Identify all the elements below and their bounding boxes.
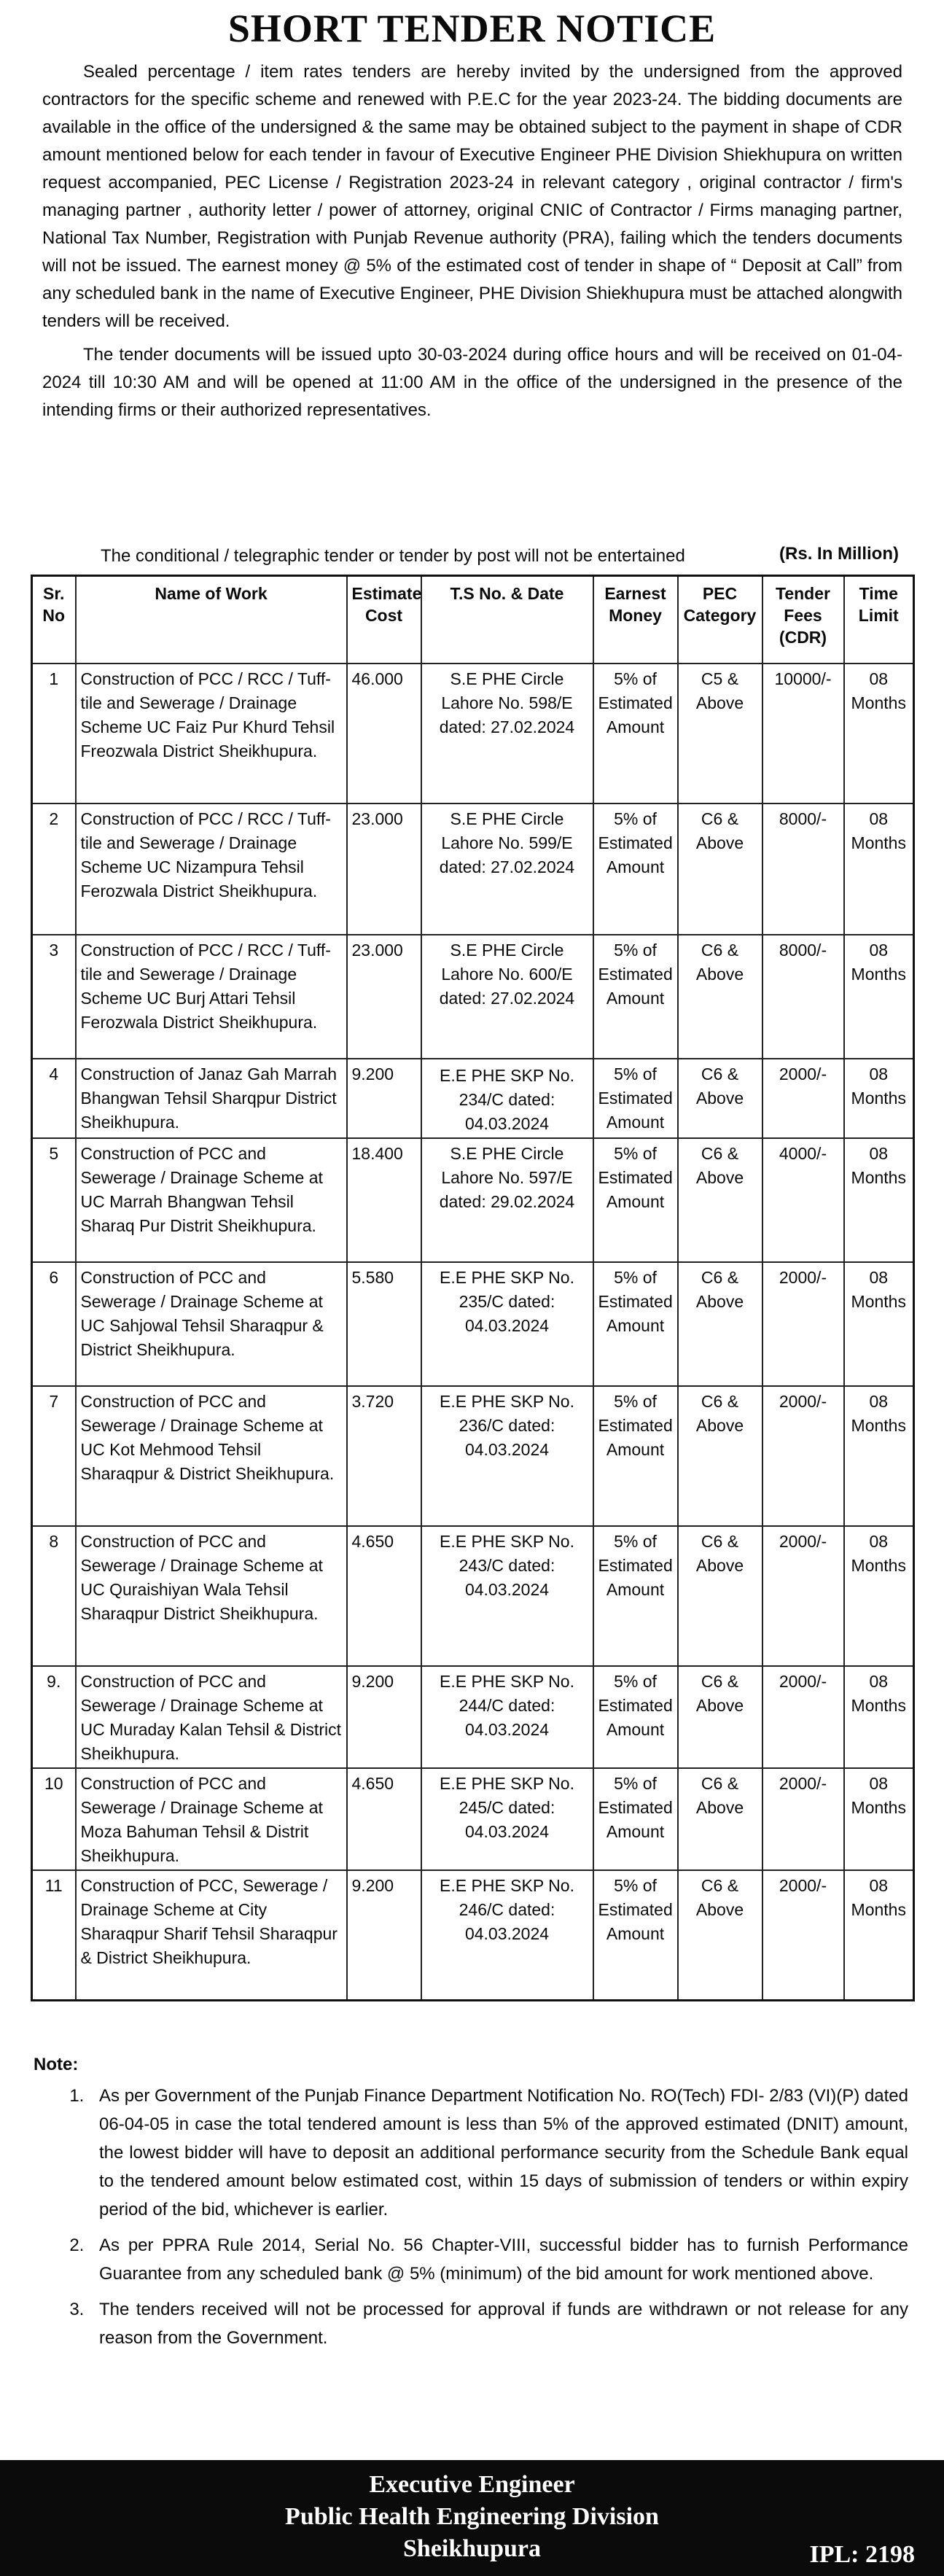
row-work-name: Construction of PCC and Sewerage / Drainage Scheme at Moza Bahuman Tehsil & Distrit Sheikhupura.	[76, 1768, 347, 1870]
signature-location: Sheikhupura	[403, 2535, 541, 2562]
row-estimate-cost: 18.400	[347, 1138, 421, 1262]
row-ts-number-date: S.E PHE Circle Lahore No. 598/E dated: 27.02.2024	[421, 664, 593, 803]
row-earnest-money: 5% of Estimated Amount	[593, 664, 678, 803]
row-pec-category: C6 & Above	[678, 1768, 762, 1870]
row-work-name: Construction of PCC / RCC / Tuff-tile and Sewerage / Drainage Scheme UC Nizampura Tehsil Ferozwala District Sheikhupura.	[76, 803, 347, 935]
row-time-limit: 08 Months	[844, 935, 914, 1059]
notes-section	[34, 2050, 908, 2359]
header-ts: T.S No. & Date	[421, 576, 593, 664]
header-time: Time Limit	[844, 576, 914, 664]
table-header-row	[32, 576, 914, 664]
row-work-name: Construction of PCC and Sewerage / Drainage Scheme at UC Sahjowal Tehsil Sharaqpur & District Sheikhupura.	[76, 1262, 347, 1386]
row-earnest-money: 5% of Estimated Amount	[593, 1386, 678, 1526]
row-estimate-cost: 9.200	[347, 1666, 421, 1768]
row-sr: 2	[32, 803, 76, 935]
row-estimate-cost: 46.000	[347, 664, 421, 803]
row-ts-number-date: S.E PHE Circle Lahore No. 599/E dated: 27.02.2024	[421, 803, 593, 935]
row-work-name: Construction of PCC and Sewerage / Drainage Scheme at UC Kot Mehmood Tehsil Sharaqpur & District Sheikhupura.	[76, 1386, 347, 1526]
intro-paragraph-1: Sealed percentage / item rates tenders are hereby invited by the undersigned from the approved contractors for the specific scheme and renewed with P.E.C for the year 2023-24. The bidding documents are available in the office of the undersigned & the same may be obtained subject to the payment in shape of CDR amount mentioned below for each tender in favour of Executive Engineer PHE Division Shiekhupura on written request accompanied, PEC License / Registration 2023-24 in relevant category , original contractor / firm's managing partner , authority letter / power of attorney, original CNIC of Contractor / Firms managing partner, National Tax Number, Registration with Punjab Revenue authority (PRA), failing which the tenders documents will not be issued. The earnest money @ 5% of the estimated cost of tender in shape of “ Deposit at Call” from any scheduled bank in the name of Executive Engineer, PHE Division Shiekhupura must be attached alongwith tenders will be received.	[42, 62, 902, 331]
row-tender-fees: 2000/-	[762, 1870, 844, 2000]
table-row	[32, 1526, 914, 1666]
table-row	[32, 1870, 914, 2000]
row-work-name: Construction of PCC and Sewerage / Drainage Scheme at UC Marrah Bhangwan Tehsil Sharaq Pur Distrit Sheikhupura.	[76, 1138, 347, 1262]
row-earnest-money: 5% of Estimated Amount	[593, 1526, 678, 1666]
row-earnest-money: 5% of Estimated Amount	[593, 1768, 678, 1870]
row-work-name: Construction of Janaz Gah Marrah Bhangwan Tehsil Sharqpur District Sheikhupura.	[76, 1059, 347, 1138]
row-time-limit: 08 Months	[844, 1262, 914, 1386]
row-tender-fees: 4000/-	[762, 1138, 844, 1262]
row-tender-fees: 8000/-	[762, 803, 844, 935]
row-estimate-cost: 23.000	[347, 935, 421, 1059]
row-time-limit: 08 Months	[844, 1138, 914, 1262]
row-sr: 3	[32, 935, 76, 1059]
row-sr: 8	[32, 1526, 76, 1666]
row-sr: 7	[32, 1386, 76, 1526]
row-ts-number-date: E.E PHE SKP No. 244/C dated: 04.03.2024	[421, 1666, 593, 1768]
row-tender-fees: 2000/-	[762, 1386, 844, 1526]
row-estimate-cost: 23.000	[347, 803, 421, 935]
row-estimate-cost: 9.200	[347, 1059, 421, 1138]
row-pec-category: C6 & Above	[678, 1666, 762, 1768]
row-ts-number-date: E.E PHE SKP No. 235/C dated: 04.03.2024	[421, 1262, 593, 1386]
row-work-name: Construction of PCC / RCC / Tuff-tile and Sewerage / Drainage Scheme UC Burj Attari Tehsil Ferozwala District Sheikhupura.	[76, 935, 347, 1059]
row-sr: 10	[32, 1768, 76, 1870]
row-pec-category: C6 & Above	[678, 803, 762, 935]
signature-footer	[0, 2460, 944, 2576]
row-work-name: Construction of PCC and Sewerage / Drainage Scheme at UC Muraday Kalan Tehsil & District Sheikhupura.	[76, 1666, 347, 1768]
row-earnest-money: 5% of Estimated Amount	[593, 1138, 678, 1262]
row-earnest-money: 5% of Estimated Amount	[593, 1059, 678, 1138]
row-tender-fees: 2000/-	[762, 1666, 844, 1768]
row-sr: 4	[32, 1059, 76, 1138]
row-estimate-cost: 9.200	[347, 1870, 421, 2000]
row-time-limit: 08 Months	[844, 1870, 914, 2000]
row-ts-number-date: E.E PHE SKP No. 236/C dated: 04.03.2024	[421, 1386, 593, 1526]
header-earnest: Earnest Money	[593, 576, 678, 664]
table-row	[32, 1059, 914, 1138]
table-row	[32, 1386, 914, 1526]
note-item: 3. The tenders received will not be processed for approval if funds are withdrawn or not release for any reason from the Government.	[89, 2295, 908, 2352]
row-pec-category: C6 & Above	[678, 1870, 762, 2000]
table-row	[32, 1666, 914, 1768]
table-row	[32, 935, 914, 1059]
table-row	[32, 1138, 914, 1262]
row-pec-category: C6 & Above	[678, 1138, 762, 1262]
note-item: 1. As per Government of the Punjab Finance Department Notification No. RO(Tech) FDI- 2/83 (VI)(P) dated 06-04-05 in case the total tendered amount is less than 5% of the approved estimated (DNIT) amount, the lowest bidder will have to deposit an additional performance security from the Schedule Bank equal to the tendered amount below estimated cost, within 15 days of submission of tenders or within expiry period of the bid, whichever is earlier.	[89, 2082, 908, 2224]
row-pec-category: C5 & Above	[678, 664, 762, 803]
row-sr: 5	[32, 1138, 76, 1262]
signature-block	[0, 2469, 944, 2565]
signature-division: Public Health Engineering Division	[285, 2503, 659, 2530]
row-time-limit: 08 Months	[844, 1059, 914, 1138]
table-row	[32, 1768, 914, 1870]
currency-note: (Rs. In Million)	[779, 544, 899, 564]
row-estimate-cost: 4.650	[347, 1768, 421, 1870]
table-row	[32, 664, 914, 803]
notes-heading: Note:	[34, 2055, 79, 2074]
row-time-limit: 08 Months	[844, 1768, 914, 1870]
row-earnest-money: 5% of Estimated Amount	[593, 935, 678, 1059]
row-time-limit: 08 Months	[844, 664, 914, 803]
row-work-name: Construction of PCC and Sewerage / Drainage Scheme at UC Quraishiyan Wala Tehsil Sharaqpur District Sheikhupura.	[76, 1526, 347, 1666]
row-ts-number-date: E.E PHE SKP No. 243/C dated: 04.03.2024	[421, 1526, 593, 1666]
header-sr: Sr. No	[32, 576, 76, 664]
row-pec-category: C6 & Above	[678, 1262, 762, 1386]
row-estimate-cost: 3.720	[347, 1386, 421, 1526]
row-earnest-money: 5% of Estimated Amount	[593, 1262, 678, 1386]
row-ts-number-date: S.E PHE Circle Lahore No. 600/E dated: 27.02.2024	[421, 935, 593, 1059]
ipl-number: IPL: 2198	[809, 2541, 915, 2568]
table-row	[32, 1262, 914, 1386]
row-earnest-money: 5% of Estimated Amount	[593, 803, 678, 935]
row-time-limit: 08 Months	[844, 1526, 914, 1666]
row-ts-number-date: E.E PHE SKP No. 234/C dated: 04.03.2024	[421, 1059, 593, 1138]
row-estimate-cost: 5.580	[347, 1262, 421, 1386]
intro-paragraph-2: The tender documents will be issued upto 30-03-2024 during office hours and will be received on 01-04-2024 till 10:30 AM and will be opened at 11:00 AM in the office of the undersigned in the presence of the intending firms or their authorized representatives.	[42, 345, 902, 420]
row-pec-category: C6 & Above	[678, 1386, 762, 1526]
row-ts-number-date: E.E PHE SKP No. 245/C dated: 04.03.2024	[421, 1768, 593, 1870]
row-tender-fees: 2000/-	[762, 1262, 844, 1386]
row-tender-fees: 2000/-	[762, 1768, 844, 1870]
row-tender-fees: 8000/-	[762, 935, 844, 1059]
row-pec-category: C6 & Above	[678, 1059, 762, 1138]
row-tender-fees: 10000/-	[762, 664, 844, 803]
conditional-note: The conditional / telegraphic tender or tender by post will not be entertained	[101, 546, 685, 566]
row-sr: 9.	[32, 1666, 76, 1768]
row-ts-number-date: E.E PHE SKP No. 246/C dated: 04.03.2024	[421, 1870, 593, 2000]
table-body	[32, 664, 914, 2000]
header-fees: Tender Fees (CDR)	[762, 576, 844, 664]
row-sr: 1	[32, 664, 76, 803]
row-time-limit: 08 Months	[844, 1386, 914, 1526]
row-work-name: Construction of PCC / RCC / Tuff-tile and Sewerage / Drainage Scheme UC Faiz Pur Khurd Tehsil Freozwala District Sheikhupura.	[76, 664, 347, 803]
row-earnest-money: 5% of Estimated Amount	[593, 1666, 678, 1768]
signature-title: Executive Engineer	[369, 2471, 575, 2498]
row-earnest-money: 5% of Estimated Amount	[593, 1870, 678, 2000]
row-work-name: Construction of PCC, Sewerage / Drainage Scheme at City Sharaqpur Sharif Tehsil Sharaqpur & District Sheikhupura.	[76, 1870, 347, 2000]
tender-table	[31, 575, 915, 2001]
row-time-limit: 08 Months	[844, 803, 914, 935]
row-ts-number-date: S.E PHE Circle Lahore No. 597/E dated: 29.02.2024	[421, 1138, 593, 1262]
row-pec-category: C6 & Above	[678, 935, 762, 1059]
intro-text	[42, 58, 902, 430]
notice-title: SHORT TENDER NOTICE	[227, 7, 717, 50]
row-tender-fees: 2000/-	[762, 1526, 844, 1666]
header-name: Name of Work	[76, 576, 347, 664]
row-time-limit: 08 Months	[844, 1666, 914, 1768]
row-tender-fees: 2000/-	[762, 1059, 844, 1138]
note-item: 2. As per PPRA Rule 2014, Serial No. 56 Chapter-VIII, successful bidder has to furnish Performance Guarantee from any scheduled bank @ 5% (minimum) of the bid amount for work mentioned above.	[89, 2231, 908, 2288]
row-estimate-cost: 4.650	[347, 1526, 421, 1666]
header-estimate: Estimate Cost	[347, 576, 421, 664]
row-sr: 11	[32, 1870, 76, 2000]
row-sr: 6	[32, 1262, 76, 1386]
table-row	[32, 803, 914, 935]
row-pec-category: C6 & Above	[678, 1526, 762, 1666]
header-pec: PEC Category	[678, 576, 762, 664]
notes-list	[34, 2082, 908, 2352]
